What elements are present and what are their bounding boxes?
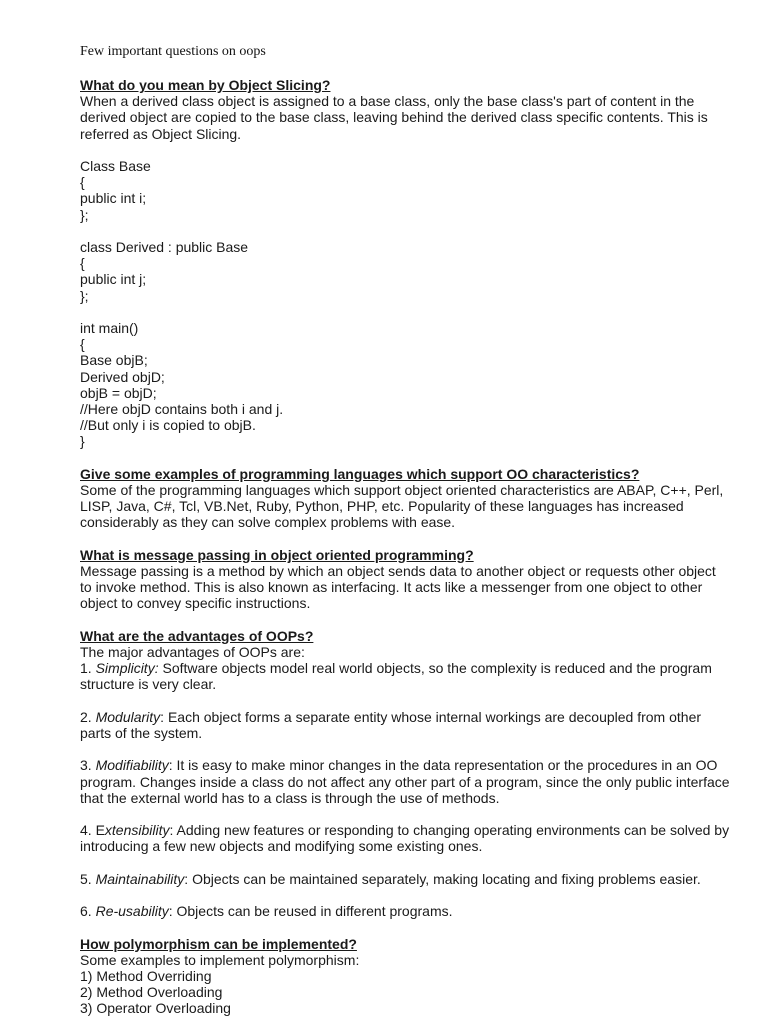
code-line: class Derived : public Base [80,239,249,255]
code-line: { [80,174,85,191]
polymorphism-intro: Some examples to implement polymorphism: [80,951,360,968]
advantage-term: Simplicity: [95,660,159,677]
code-line: { [80,336,85,353]
advantage-item-modifiability [80,757,730,806]
code-line: Base objB; [80,352,148,369]
advantage-item-extensibility [80,822,730,854]
code-line: }; [80,287,89,304]
answer-object-slicing: When a derived class object is assigned to a base class, only the base class's part of content in the derived object are copied to the base class, leaving behind the derived class specific contents. This is referred as Object Slicing. [80,93,708,142]
polymorphism-item: 2) Method Overloading [80,984,223,1001]
code-line: public int i; [80,190,147,207]
advantage-text: : Objects can be maintained separately, making locating and fixing problems easier. [184,870,701,887]
code-line: //Here objD contains both i and j. [80,401,284,418]
advantage-number: 2. [80,708,96,725]
answer-oo-languages: Some of the programming languages which support object oriented characteristics are ABAP, C++, Perl, LISP, Java, C#, Tcl, VB.Net, Ruby, Python, PHP, etc. Popularity of these languages has increased considerably as they can solve complex problems with ease. [80,482,724,531]
code-line: }; [80,206,89,223]
code-block-derived-class [80,239,730,304]
advantage-number: 5. [80,870,96,887]
advantage-term: Modifiability [95,757,169,774]
advantage-item-modularity [80,709,730,741]
polymorphism-item: 3) Operator Overloading [80,1000,231,1017]
advantage-number: 3. [80,757,96,774]
advantage-number: 6. [80,903,96,920]
advantage-term: Re-usability [95,903,169,920]
advantage-text: Software objects model real world objects, so the complexity is reduced and the program structure is very clear. [80,660,712,693]
advantage-term: xtensibility [104,822,170,839]
question-object-slicing: What do you mean by Object Slicing? [80,77,331,93]
code-line: Derived objD; [80,368,165,385]
advantage-term: Maintainability [95,870,185,887]
code-line: { [80,255,85,272]
answer-message-passing: Message passing is a method by which an object sends data to another object or requests other object to invoke method. This is also known as interfacing. It acts like a messenger from one object to other object to convey specific instructions. [80,563,716,612]
question-message-passing: What is message passing in object oriented programming? [80,546,474,563]
code-line: Class Base [80,158,151,174]
advantages-intro: The major advantages of OOPs are: [80,644,305,661]
code-line: public int j; [80,271,147,288]
document-title: Few important questions on oops [80,44,266,59]
advantage-text: : Adding new features or responding to changing operating environments can be solved by introducing a few new objects and modifying some existing ones. [80,822,730,855]
advantage-text: : It is easy to make minor changes in the data representation or the procedures in an OO program. Changes inside a class do not affect any other part of a program, since the only public interface that the external world has to a class is through the use of methods. [80,757,730,806]
advantage-term: Modularity [95,708,161,725]
code-line: int main() [80,320,139,336]
code-line: //But only i is copied to objB. [80,417,256,434]
question-oop-advantages: What are the advantages of OOPs? [80,627,314,644]
advantage-item-simplicity [80,660,730,692]
advantage-number: 4. E [80,822,105,839]
code-block-main [80,320,730,450]
advantage-number: 1. [80,660,96,677]
advantage-text: : Objects can be reused in different programs. [168,903,453,920]
code-line: objB = objD; [80,384,157,401]
question-polymorphism: How polymorphism can be implemented? [80,935,357,952]
question-oo-languages: Give some examples of programming languages which support OO characteristics? [80,465,640,482]
code-line: } [80,433,85,450]
code-block-base-class [80,158,730,223]
advantage-text: : Each object forms a separate entity whose internal workings are decoupled from other parts of the system. [80,708,702,742]
polymorphism-item: 1) Method Overriding [80,967,212,984]
advantage-item-maintainability [80,871,730,887]
advantage-item-reusability [80,903,730,919]
document-page [80,44,730,1017]
